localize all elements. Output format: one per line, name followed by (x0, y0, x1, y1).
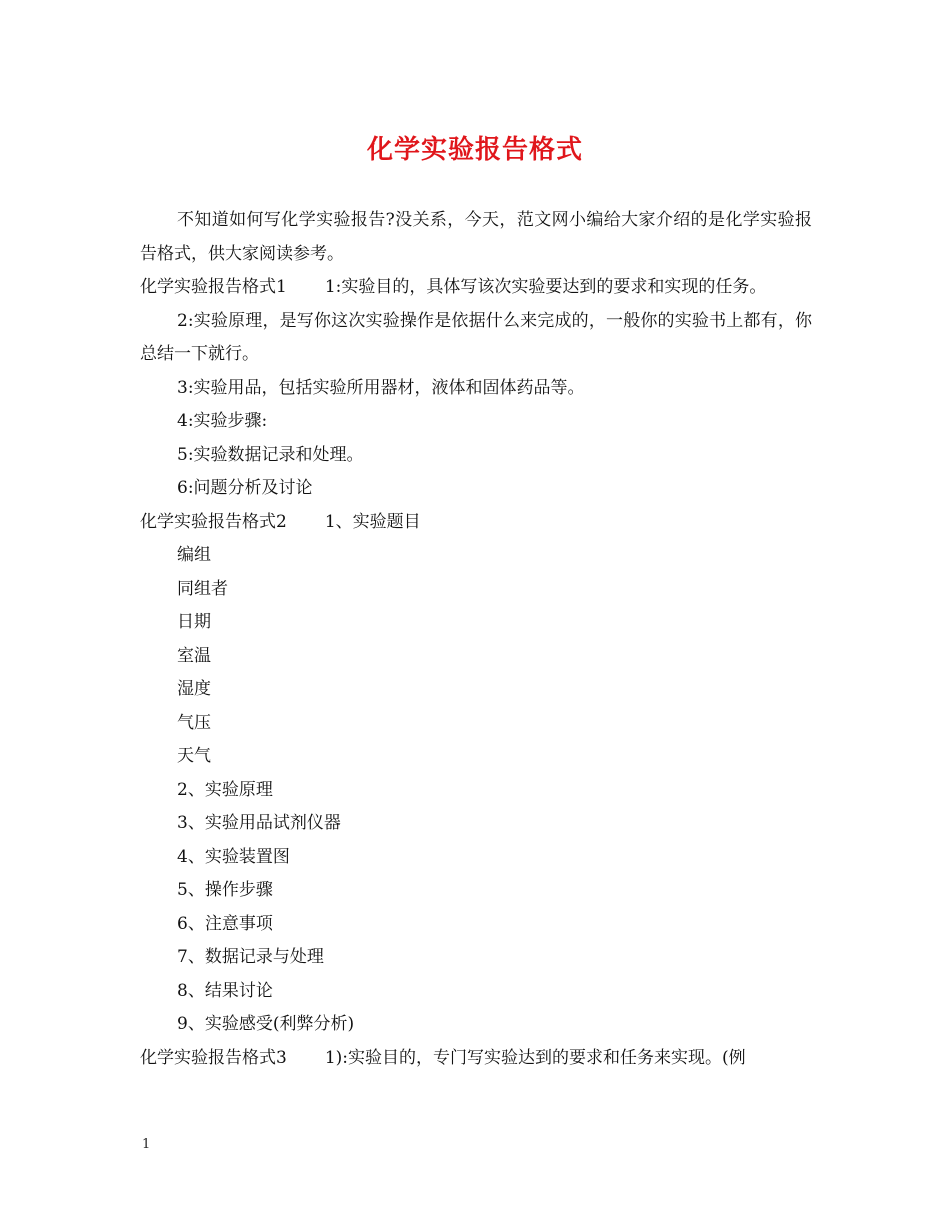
format1-item-2: 2:实验原理，是写你这次实验操作是依据什么来完成的，一般你的实验书上都有，你总结一下就行。 (140, 310, 812, 364)
format2-item: 同组者 (177, 578, 228, 599)
format1-label: 化学实验报告格式1 (140, 277, 287, 297)
format2-item: 室温 (177, 645, 211, 666)
format2-first-item: 1、实验题目 (324, 511, 421, 532)
format2-item: 3、实验用品试剂仪器 (177, 813, 341, 833)
format2-item: 日期 (177, 612, 211, 632)
format2-heading-line (140, 506, 812, 540)
format2-item: 天气 (177, 746, 211, 766)
format3-heading-line (140, 1042, 812, 1076)
format2-item: 湿度 (177, 679, 211, 699)
format2-item: 5、操作步骤 (177, 880, 273, 900)
format2-item: 6、注意事项 (177, 913, 273, 934)
format2-item: 7、数据记录与处理 (177, 947, 324, 967)
format2-item: 编组 (177, 545, 211, 565)
format1-item-5: 5:实验数据记录和处理。 (177, 444, 364, 465)
format3-label: 化学实验报告格式3 (140, 1047, 287, 1068)
format1-first-item: 1:实验目的，具体写该次实验要达到的要求和实现的任务。 (324, 277, 767, 297)
format2-item: 2、实验原理 (177, 779, 273, 800)
document-body (140, 204, 812, 1075)
format1-item-6: 6:问题分析及讨论 (177, 478, 313, 498)
format1-item-3: 3:实验用品，包括实验所用器材，液体和固体药品等。 (177, 377, 585, 398)
format2-item: 9、实验感受(利弊分析) (177, 1014, 355, 1034)
page-number: 1 (142, 1137, 151, 1152)
format2-item: 气压 (177, 712, 211, 733)
format2-item: 8、结果讨论 (177, 980, 273, 1001)
format2-item: 4、实验装置图 (177, 846, 290, 867)
format1-item-4: 4:实验步骤: (177, 411, 268, 431)
page-title: 化学实验报告格式 (366, 135, 583, 165)
format1-heading-line (140, 271, 812, 305)
format2-label: 化学实验报告格式2 (140, 511, 287, 532)
intro-paragraph: 不知道如何写化学实验报告?没关系，今天，范文网小编给大家介绍的是化学实验报告格式，供大家阅读参考。 (140, 210, 812, 264)
format3-first-item: 1):实验目的，专门写实验达到的要求和任务来实现。(例 (324, 1047, 746, 1068)
